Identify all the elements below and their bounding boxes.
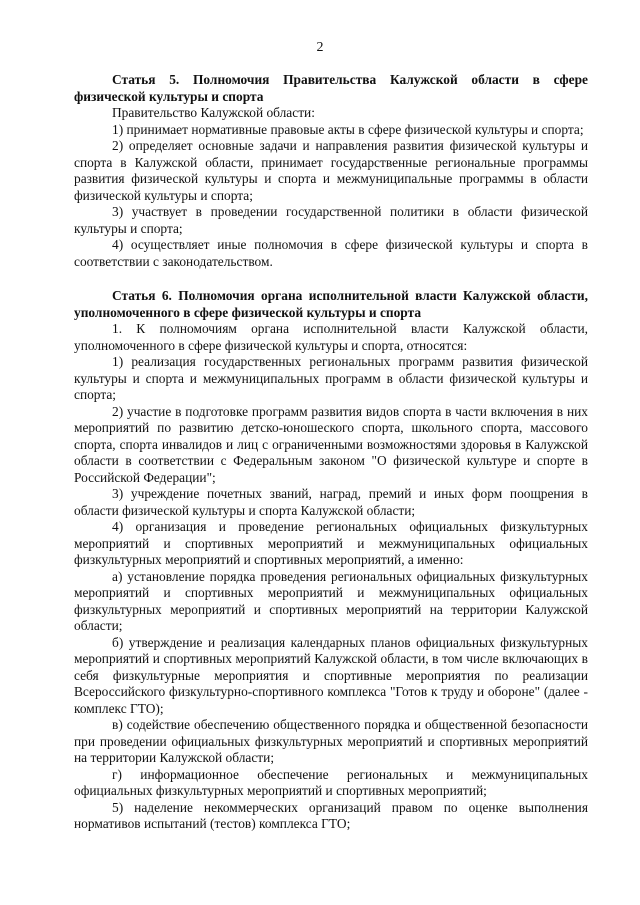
article-5 (74, 72, 588, 270)
article-5-title: Статья 5. Полномочия Правительства Калужской области в сфере физической культуры и спорта (74, 72, 588, 104)
article-6-title: Статья 6. Полномочия органа исполнительной власти Калужской области, уполномоченного в сфере физической культуры и спорта (74, 288, 588, 320)
article-6-clause-1: 1. К полномочиям органа исполнительной власти Калужской области, уполномоченного в сфере физической культуры и спорта, относятся: (74, 321, 588, 353)
article-6-subitem-g: г) информационное обеспечение региональных и межмуниципальных официальных физкультурных мероприятий и спортивных мероприятий; (74, 766, 588, 798)
document-body (74, 72, 588, 833)
article-5-intro: Правительство Калужской области: (112, 105, 315, 120)
article-5-item-2: 2) определяет основные задачи и направления развития физической культуры и спорта в Калужской области, принимает государственные региональные программы развития физической культуры и спорта и межмуниципальные программы в области физической культуры и спорта; (74, 138, 588, 203)
article-5-item-4: 4) осуществляет иные полномочия в сфере физической культуры и спорта в соответствии с законодательством. (74, 237, 588, 269)
section-gap (74, 270, 588, 288)
article-6-item-3: 3) учреждение почетных званий, наград, премий и иных форм поощрения в области физической культуры и спорта Калужской области; (74, 486, 588, 518)
article-6-subitem-b: б) утверждение и реализация календарных планов официальных физкультурных мероприятий и спортивных мероприятий Калужской области, в том числе включающих в себя физкультурные мероприятия и спортивные мероприятия по реализации Всероссийского физкультурно-спортивного комплекса "Готов к труду и обороне" (далее - комплекс ГТО); (74, 634, 588, 716)
article-6 (74, 288, 588, 833)
article-5-item-1: 1) принимает нормативные правовые акты в сфере физической культуры и спорта; (112, 121, 584, 137)
article-6-subitem-a: а) установление порядка проведения региональных официальных физкультурных мероприятий и спортивных мероприятий и межмуниципальных официальных физкультурных мероприятий и спортивных мероприятий на территории Калужской области; (74, 568, 588, 633)
article-6-item-2: 2) участие в подготовке программ развития видов спорта в части включения в них мероприятий по развитию детско-юношеского спорта, школьного спорта, массового спорта, спорта инвалидов и лиц с ограниченными возможностями здоровья в Калужской области в соответствии с Федеральным законом "О физической культуре и спорте в Российской Федерации"; (74, 403, 588, 485)
article-6-subitem-v: в) содействие обеспечению общественного порядка и общественной безопасности при проведении официальных физкультурных мероприятий и спортивных мероприятий на территории Калужской области; (74, 717, 588, 765)
article-6-item-4: 4) организация и проведение региональных официальных физкультурных мероприятий и спортивных мероприятий и межмуниципальных официальных физкультурных мероприятий и спортивных мероприятий, а именно: (74, 519, 588, 567)
page-number: 2 (316, 40, 324, 55)
article-6-item-1: 1) реализация государственных региональных программ развития физической культуры и спорта и межмуниципальных программ в области физической культуры и спорта; (74, 354, 588, 402)
article-5-item-3: 3) участвует в проведении государственной политики в области физической культуры и спорта; (74, 204, 588, 236)
article-6-item-5: 5) наделение некоммерческих организаций правом по оценке выполнения нормативов испытаний (тестов) комплекса ГТО; (74, 799, 588, 831)
